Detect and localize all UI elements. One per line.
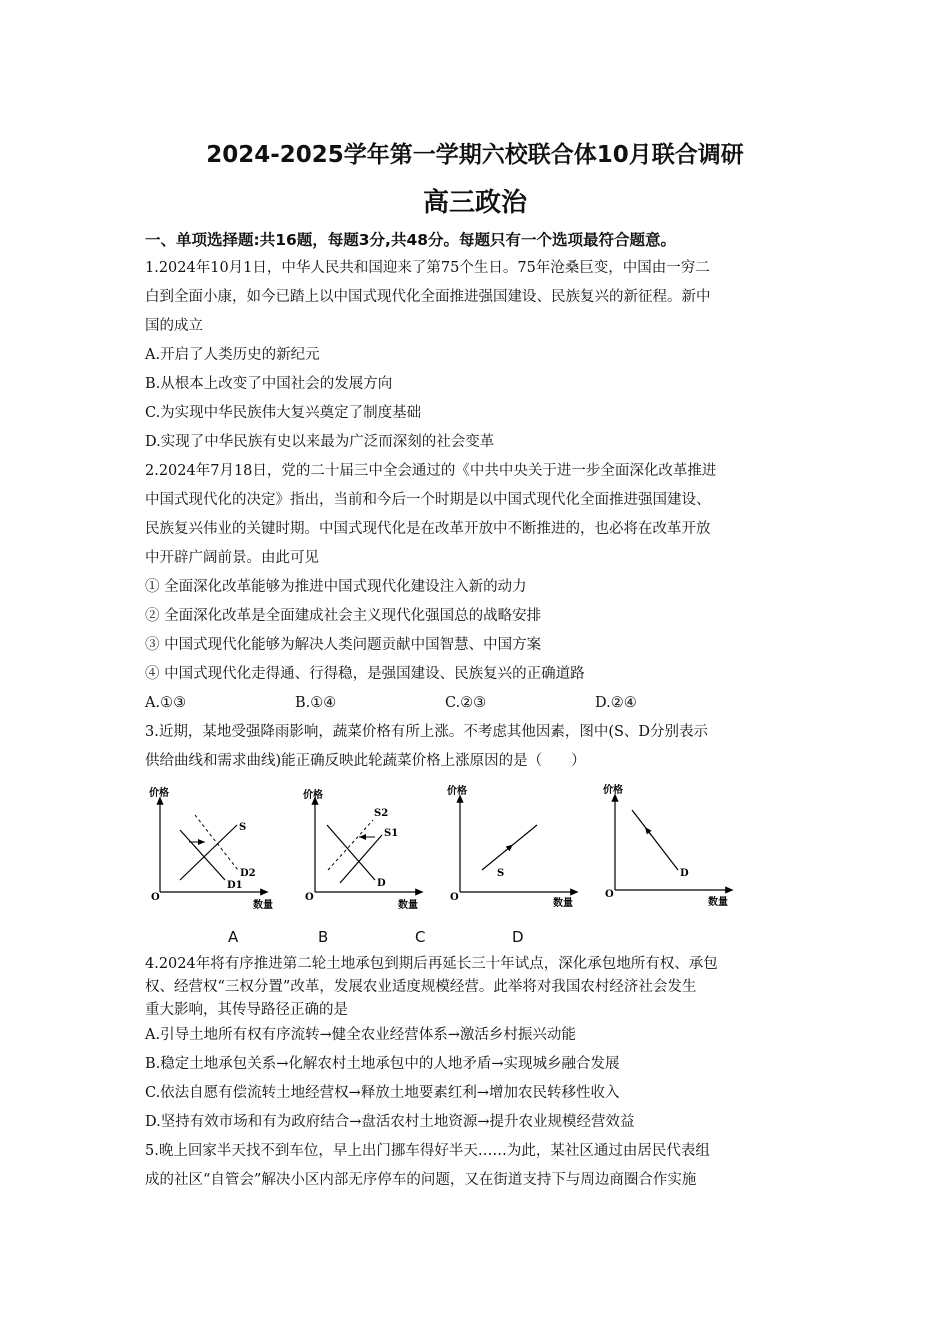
curve-label: D [680,868,689,879]
option-d: D.实现了中华民族有史以来最为广泛而深刻的社会变革 [145,434,495,450]
curve-label: S2 [374,808,389,819]
graph-b [303,788,420,911]
question-text-line: 国的成立 [145,318,203,334]
x-axis-label: 数量 [253,900,273,911]
section-heading: 一、单项选择题:共16题，每题3分,共48分。每题只有一个选项最符合题意。 [145,231,677,249]
statement-2: ② 全面深化改革是全面建成社会主义现代化强国总的战略安排 [145,608,542,624]
option-a: A.引导土地所有权有序流转→健全农业经营体系→激活乡村振兴动能 [145,1027,576,1043]
curve-label: S [239,822,247,833]
question-text-line: 成的社区“自管会”解决小区内部无序停车的问题，又在街道支持下与周边商圈合作实施 [145,1172,697,1188]
y-axis-label: 价格 [149,788,169,799]
curve-label: D [377,878,386,889]
option-b: B.从根本上改变了中国社会的发展方向 [145,376,393,392]
graph-c [447,784,575,909]
demand-curve [180,830,225,880]
option-d: D.坚持有效市场和有为政府结合→盘活农村土地资源→提升农业规模经营效益 [145,1114,635,1130]
option-a: A.开启了人类历史的新纪元 [145,347,320,363]
statement-3: ③ 中国式现代化能够为解决人类问题贡献中国智慧、中国方案 [145,637,542,653]
supply-curve [180,825,237,880]
graphs-svg [145,780,745,915]
graph-d [603,783,730,908]
question-text-line: 4.2024年将有序推进第二轮土地承包到期后再延长三十年试点，深化承包地所有权、承包 [145,956,718,972]
panel-label-c: C [415,928,426,946]
movement-arrow [645,827,651,835]
supply-curve [340,835,382,883]
x-axis-label: 数量 [553,898,573,909]
exam-subject: 高三政治 [422,188,527,218]
option-c: C.②③ [445,695,487,711]
question-text-line: 民族复兴伟业的关键时期。中国式现代化是在改革开放中不断推进的，也必将在改革开放 [145,521,711,537]
y-axis-label: 价格 [303,790,323,801]
panel-label-d: D [512,928,524,946]
origin-label: O [305,892,314,903]
option-c: C.为实现中华民族伟大复兴奠定了制度基础 [145,405,422,421]
supply-demand-graphs [145,780,745,915]
option-b: B.①④ [295,695,337,711]
question-text-line: 权、经营权“三权分置”改革，发展农业适度规模经营。此举将对我国农村经济社会发生 [145,979,697,995]
question-text-line: 中国式现代化的决定》指出，当前和今后一个时期是以中国式现代化全面推进强国建设、 [145,492,711,508]
curve-label: S1 [384,828,399,839]
option-a: A.①③ [145,695,187,711]
y-axis-label: 价格 [603,785,623,796]
origin-label: O [151,892,160,903]
question-text-line: 重大影响，其传导路径正确的是 [145,1002,348,1018]
graph-panel-labels [0,928,950,948]
option-c: C.依法自愿有偿流转土地经营权→释放土地要素红利→增加农民转移性收入 [145,1085,620,1101]
option-b: B.稳定土地承包关系→化解农村土地承包中的人地矛盾→实现城乡融合发展 [145,1056,620,1072]
question-text-line: 白到全面小康，如今已踏上以中国式现代化全面推进强国建设、民族复兴的新征程。新中 [145,289,711,305]
demand-curve [327,825,375,880]
origin-label: O [605,889,614,900]
demand-curve [632,810,678,870]
question-text-line: 中开辟广阔前景。由此可见 [145,550,319,566]
movement-arrow [505,845,513,852]
x-axis-label: 数量 [708,897,728,908]
origin-label: O [450,892,459,903]
curve-label: D1 [227,880,243,891]
options-row [145,693,815,713]
question-text-line: 5.晚上回家半天找不到车位，早上出门挪车得好半天……为此，某社区通过由居民代表组 [145,1143,710,1159]
x-axis-label: 数量 [398,900,418,911]
supply-curve-shifted [328,820,373,870]
y-axis-label: 价格 [447,786,467,797]
curve-label: D2 [240,868,256,879]
panel-label-a: A [228,928,239,946]
question-text-line: 1.2024年10月1日，中华人民共和国迎来了第75个生日。75年沧桑巨变，中国由一穷二 [145,260,710,276]
question-text-line: 供给曲线和需求曲线)能正确反映此轮蔬菜价格上涨原因的是（ ） [145,753,586,769]
option-d: D.②④ [595,695,637,711]
statement-4: ④ 中国式现代化走得通、行得稳，是强国建设、民族复兴的正确道路 [145,666,585,682]
panel-label-b: B [318,928,329,946]
graph-a [149,786,273,911]
curve-label: S [497,868,505,879]
question-text-line: 2.2024年7月18日，党的二十届三中全会通过的《中共中央关于进一步全面深化改革推进 [145,463,717,479]
statement-1: ① 全面深化改革能够为推进中国式现代化建设注入新的动力 [145,579,527,595]
exam-title: 2024-2025学年第一学期六校联合体10月联合调研 [206,142,744,168]
question-text-line: 3.近期，某地受强降雨影响，蔬菜价格有所上涨。不考虑其他因素，图中(S、D分别表示 [145,724,709,740]
